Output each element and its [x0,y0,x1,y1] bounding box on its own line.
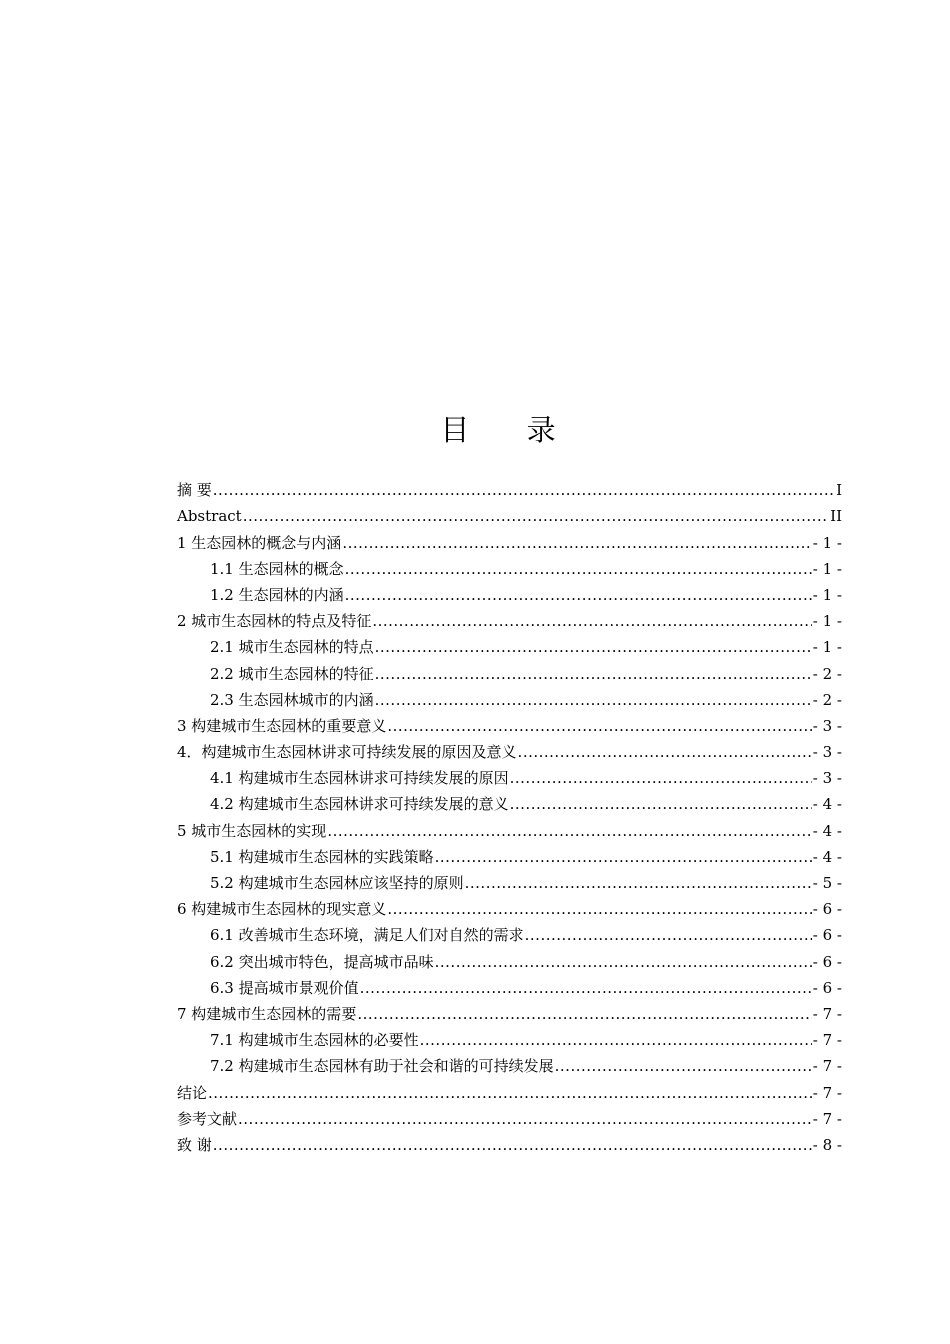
toc-entry[interactable] [177,529,842,555]
toc-entry-label: 2.2 城市生态园林的特征 [210,664,374,683]
toc-entry-page: - 4 - [812,821,842,840]
toc-entry-page: - 2 - [812,690,842,709]
toc-dot-leader [345,556,812,582]
table-of-contents [177,477,842,1158]
toc-entry-page: - 2 - [812,664,842,683]
toc-entry-label: 1.1 生态园林的概念 [210,559,344,578]
toc-entry-label: 7.1 构建城市生态园林的必要性 [210,1031,419,1050]
toc-dot-leader [387,713,811,739]
toc-entry[interactable] [177,556,842,582]
toc-dot-leader [375,687,812,713]
toc-entry-label: 6 构建城市生态园林的现实意义 [177,900,387,919]
toc-dot-leader [525,922,812,948]
toc-entry-page: - 1 - [812,612,842,631]
toc-entry-page: - 7 - [812,1031,842,1050]
toc-entry-page: - 3 - [812,769,842,788]
toc-entry-label: 5.1 构建城市生态园林的实践策略 [210,847,434,866]
toc-entry[interactable] [177,870,842,896]
toc-entry[interactable] [177,660,842,686]
toc-entry[interactable] [177,1106,842,1132]
toc-entry-label: 摘 要 [177,481,212,500]
toc-entry-page: - 8 - [812,1135,842,1154]
toc-entry-label: 结论 [177,1083,208,1102]
toc-dot-leader [345,582,812,608]
toc-entry-label: 2 城市生态园林的特点及特征 [177,612,372,631]
toc-entry-label: 1 生态园林的概念与内涵 [177,533,342,552]
toc-dot-leader [327,818,811,844]
toc-dot-leader [387,896,811,922]
toc-dot-leader [375,634,812,660]
toc-entry-page: - 6 - [812,926,842,945]
toc-entry-label: 1.2 生态园林的内涵 [210,585,344,604]
toc-entry-page: - 7 - [812,1109,842,1128]
toc-entry-page: - 4 - [812,795,842,814]
toc-dot-leader [518,739,812,765]
toc-entry-label: Abstract [177,507,242,526]
toc-dot-leader [555,1053,812,1079]
toc-entry[interactable] [177,922,842,948]
toc-dot-leader [213,1132,812,1158]
toc-entry-page: - 6 - [812,978,842,997]
toc-entry[interactable] [177,687,842,713]
toc-entry[interactable] [177,1001,842,1027]
toc-entry-page: - 6 - [812,952,842,971]
toc-entry[interactable] [177,1027,842,1053]
toc-entry-page: - 1 - [812,585,842,604]
toc-dot-leader [213,477,835,503]
toc-entry-label: 6.3 提高城市景观价值 [210,978,359,997]
toc-entry-page: - 1 - [812,533,842,552]
toc-entry-page: I [836,481,842,500]
toc-entry[interactable] [177,608,842,634]
toc-entry-label: 4.1 构建城市生态园林讲求可持续发展的原因 [210,769,509,788]
toc-entry-label: 5 城市生态园林的实现 [177,821,327,840]
toc-dot-leader [465,870,812,896]
toc-dot-leader [420,1027,812,1053]
toc-entry-label: 7 构建城市生态园林的需要 [177,1004,357,1023]
toc-entry[interactable] [177,503,842,529]
toc-entry[interactable] [177,765,842,791]
toc-entry[interactable] [177,713,842,739]
toc-entry-label: 6.1 改善城市生态环境，满足人们对自然的需求 [210,926,524,945]
toc-entry-label: 参考文献 [177,1109,238,1128]
toc-dot-leader [243,503,829,529]
toc-entry-page: - 3 - [812,716,842,735]
toc-entry[interactable] [177,634,842,660]
page-title: 目 录 [440,413,580,447]
toc-entry-page: - 7 - [812,1004,842,1023]
toc-entry-page: - 1 - [812,638,842,657]
toc-dot-leader [435,844,812,870]
toc-dot-leader [375,661,812,687]
toc-entry-page: - 6 - [812,900,842,919]
toc-dot-leader [510,765,812,791]
toc-entry[interactable] [177,582,842,608]
toc-entry-label: 5.2 构建城市生态园林应该坚持的原则 [210,874,464,892]
toc-dot-leader [208,1080,812,1106]
toc-entry[interactable] [177,1053,842,1079]
toc-entry-label: 致 谢 [177,1135,212,1154]
toc-entry-label: 6.2 突出城市特色，提高城市品味 [210,952,434,971]
toc-entry-label: 3 构建城市生态园林的重要意义 [177,716,387,735]
toc-entry-page: - 7 - [812,1057,842,1076]
toc-dot-leader [372,608,811,634]
toc-entry-page: - 1 - [812,559,842,578]
toc-entry[interactable] [177,975,842,1001]
toc-dot-leader [357,1001,811,1027]
toc-entry[interactable] [177,896,842,922]
toc-entry-page: - 5 - [812,874,842,892]
toc-dot-leader [435,949,812,975]
toc-entry-label: 4.2 构建城市生态园林讲求可持续发展的意义 [210,795,509,814]
toc-entry-label: 4．构建城市生态园林讲求可持续发展的原因及意义 [177,743,517,762]
toc-entry-label: 2.1 城市生态园林的特点 [210,638,374,657]
toc-entry-label: 2.3 生态园林城市的内涵 [210,690,374,709]
toc-entry[interactable] [177,948,842,974]
toc-dot-leader [238,1106,812,1132]
toc-entry-page: - 4 - [812,847,842,866]
toc-entry[interactable] [177,844,842,870]
toc-entry[interactable] [177,1132,842,1158]
toc-entry[interactable] [177,791,842,817]
toc-entry[interactable] [177,477,842,503]
toc-entry[interactable] [177,739,842,765]
toc-entry-page: - 7 - [812,1083,842,1102]
toc-dot-leader [342,530,811,556]
toc-entry-page: II [830,507,842,526]
toc-dot-leader [360,975,812,1001]
toc-dot-leader [510,791,812,817]
toc-entry-page: - 3 - [812,743,842,762]
toc-entry-label: 7.2 构建城市生态园林有助于社会和谐的可持续发展 [210,1057,554,1076]
toc-entry[interactable] [177,1079,842,1105]
toc-entry[interactable] [177,817,842,843]
